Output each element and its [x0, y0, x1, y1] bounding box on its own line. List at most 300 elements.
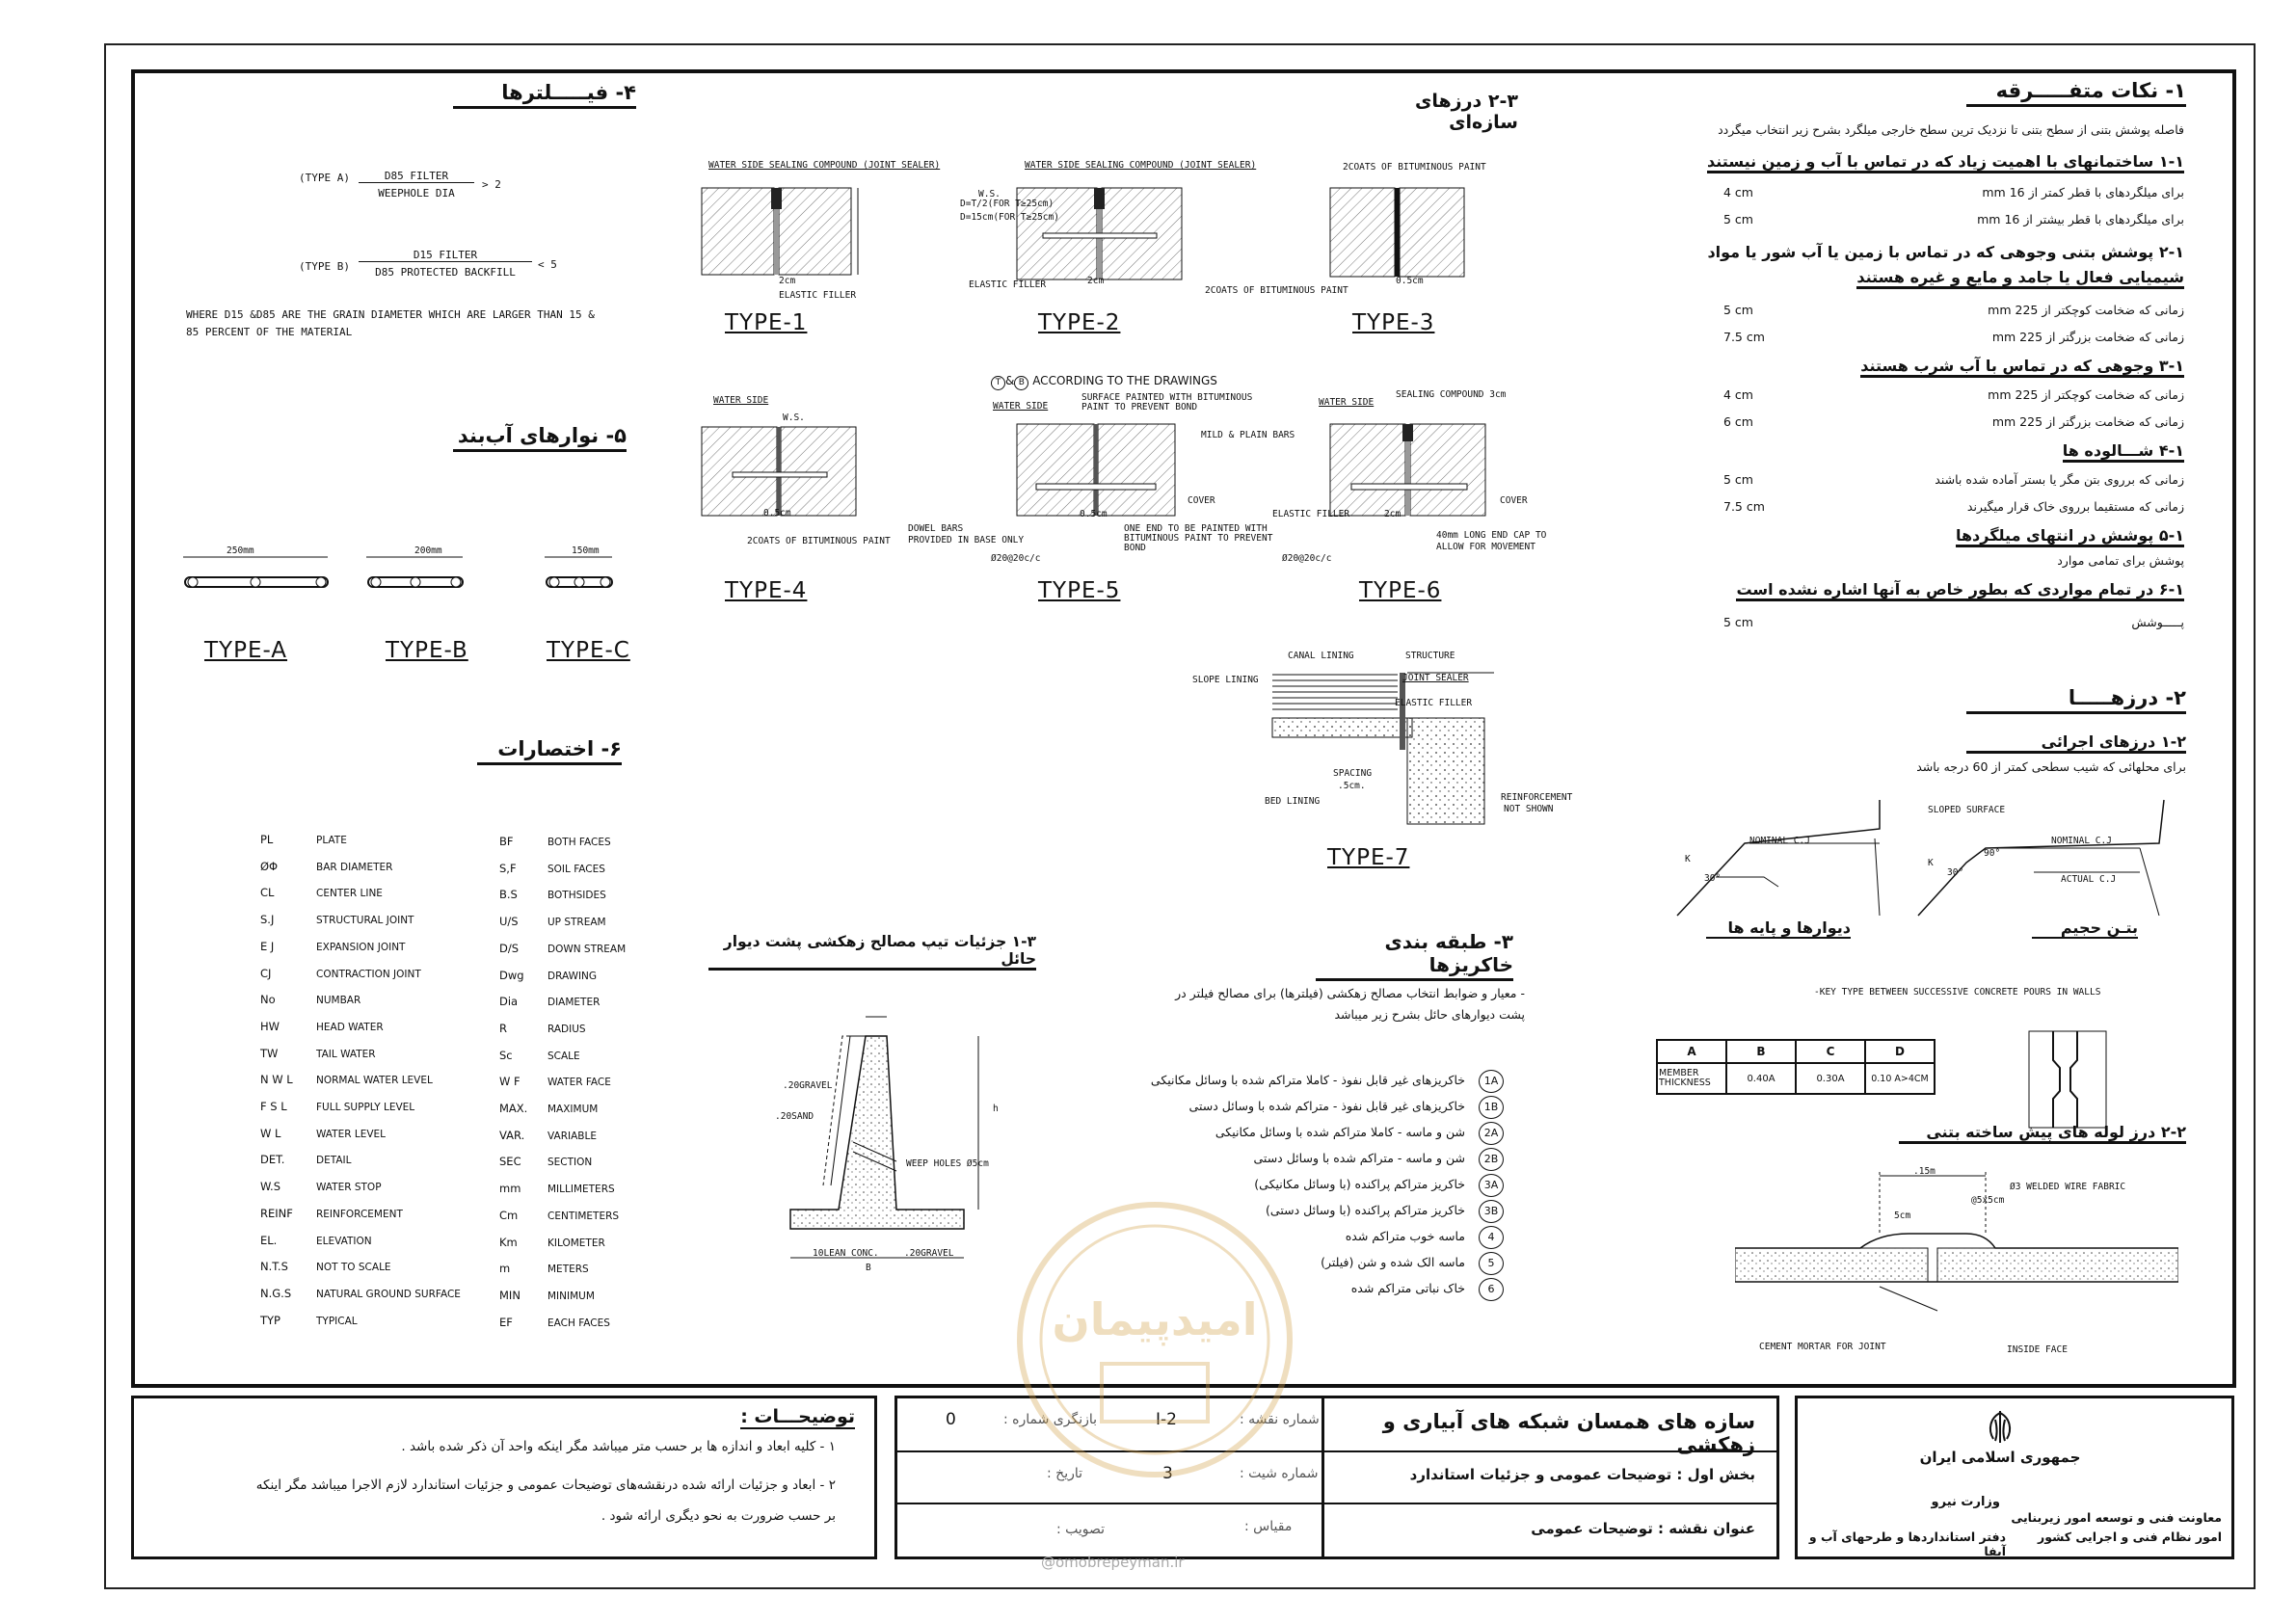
cj-mass-label: بتـن حجیم	[2032, 918, 2138, 939]
abbr-value: CENTIMETERS	[547, 1210, 620, 1222]
abbr-key: S,F	[499, 861, 517, 875]
abbr-key: EL.	[260, 1233, 278, 1247]
type6-cap: 40mm LONG END CAP TO	[1436, 530, 1547, 541]
abbr-row	[499, 862, 605, 875]
key-val-d: 0.10 A>4CM	[1865, 1063, 1935, 1094]
waterstops-section	[453, 424, 627, 452]
abbr-row	[260, 1127, 386, 1140]
type4-ws2: W.S.	[783, 412, 805, 423]
abbr-value: FULL SUPPLY LEVEL	[316, 1102, 415, 1113]
tb-republic: جمهوری اسلامی ایران	[1919, 1449, 2081, 1466]
key-col-c: C	[1796, 1040, 1865, 1063]
abbr-key: Sc	[499, 1048, 513, 1062]
type5-end: ONE END TO BE PAINTED WITH BITUMINOUS PAINT TO PREVENT BOND	[1124, 523, 1273, 553]
notes-s11: ۱-۱ ساختمانهای با اهمیت زیاد که در تماس با آب و زمین نیستند	[1707, 152, 2184, 173]
abbr-row	[260, 1260, 391, 1273]
type6-sealing: SEALING COMPOUND 3cm	[1396, 389, 1507, 400]
notes-box	[131, 1396, 877, 1559]
abbr-value: NUMBAR	[316, 995, 361, 1007]
type7-sealer: JOINT SEALER	[1402, 673, 1469, 683]
type-2-label: TYPE-2	[1038, 310, 1121, 335]
type5-dim: 0.5cm	[1080, 509, 1108, 519]
soil-item-text: خاک نباتی متراکم شده	[1350, 1281, 1465, 1295]
soil-item-text: خاکریزهای غیر قابل نفوذ - کاملا متراکم شده با وسائل مکانیکی	[1150, 1073, 1465, 1087]
key-table-header	[1657, 1040, 1935, 1063]
soil-item	[1108, 1096, 1504, 1119]
type5-b-circle: B	[1014, 376, 1028, 390]
abbr-value: VARIABLE	[547, 1130, 597, 1142]
cover-value: 5 cm	[1723, 303, 1753, 317]
type1-sealer: WATER SIDE SEALING COMPOUND (JOINT SEALER)	[708, 160, 941, 171]
tb-drawing-no-label: شماره نقشه :	[1240, 1412, 1320, 1427]
abbr-key: TW	[260, 1046, 279, 1060]
filter-type-b-prefix: (TYPE B)	[299, 260, 350, 273]
soil-item-text: شن و ماسه - متراکم شده با وسائل دستی	[1253, 1151, 1465, 1165]
soil-item-badge: 6	[1479, 1278, 1504, 1301]
abbr-value: MAXIMUM	[547, 1104, 599, 1115]
type2-d1: D=T/2(FOR T≥25cm)	[960, 199, 1055, 209]
filters-title: ۴- فیـــــلترها	[453, 81, 636, 109]
soil-item	[1108, 1174, 1504, 1197]
abbr-key: S.J	[260, 913, 275, 927]
key-row-label: MEMBER THICKNESS	[1657, 1063, 1726, 1094]
abbr-row	[499, 888, 606, 901]
abbr-value: MINIMUM	[547, 1290, 595, 1302]
type6-spacing: Ø20@20c/c	[1282, 553, 1332, 564]
filter-type-a	[299, 172, 350, 184]
cj-walls-label: دیوارها و پایه ها	[1706, 918, 1851, 939]
abbr-key: Km	[499, 1235, 518, 1249]
retaining-wall-drawing	[761, 998, 1051, 1287]
type7-structure: STRUCTURE	[1405, 651, 1455, 661]
pipe-mesh2: @5x5cm	[1971, 1195, 2005, 1206]
abbr-row	[260, 1073, 433, 1086]
joints2-sub2: ۲-۲ درز لوله های پیش ساخته بتنی	[1899, 1123, 2186, 1144]
abbr-row	[260, 886, 383, 899]
type5-t-circle: T	[991, 376, 1005, 390]
tb-dep3: دفتر استانداردها و طرحهای آب و آبفا	[1808, 1530, 2006, 1558]
type6-ws: WATER SIDE	[1319, 397, 1375, 408]
abbr-value: MILLIMETERS	[547, 1184, 615, 1196]
abbr-row	[499, 1155, 592, 1168]
abbr-row	[260, 1100, 414, 1113]
abbr-value: NOT TO SCALE	[316, 1262, 391, 1274]
abbr-row	[260, 833, 347, 846]
cj-sloped: SLOPED SURFACE	[1928, 805, 2006, 815]
waterstop-c-width: 150mm	[572, 545, 600, 556]
retaining-b: B	[866, 1263, 871, 1273]
abbr-value: DRAWING	[547, 970, 598, 982]
abbr-key: Cm	[499, 1208, 519, 1222]
type5-ws: WATER SIDE	[993, 401, 1049, 412]
abbr-value: PLATE	[316, 835, 347, 846]
type3-bottom: 2COATS OF BITUMINOUS PAINT	[1205, 285, 1348, 296]
soil-item-badge: 5	[1479, 1252, 1504, 1275]
soil-item-text: خاکریزهای غیر قابل نفوذ - متراکم شده با وسائل دستی	[1188, 1099, 1465, 1113]
notes-title: ۱- نکات متفـــــرقه	[1966, 79, 2186, 107]
waterstop-b-drawing	[366, 557, 463, 587]
cj-mass-drawing	[1918, 800, 2164, 916]
cj-k-2: K	[1928, 858, 1934, 868]
retaining-title: ۱-۳ جزئیات تیپ مصالح زهکشی پشت دیوار حائل	[708, 933, 1036, 971]
type2-sealer: WATER SIDE SEALING COMPOUND (JOINT SEALER)	[1025, 160, 1257, 171]
abbr-key: E J	[260, 939, 275, 953]
cover-value: 7.5 cm	[1723, 499, 1765, 514]
pipe-mesh: Ø3 WELDED WIRE FABRIC	[2010, 1182, 2126, 1192]
abbr-title: ۶- اختصارات	[477, 737, 622, 765]
waterstop-b-label: TYPE-B	[386, 638, 468, 663]
abbr-key: mm	[499, 1182, 521, 1196]
tb-dep1: معاونت فنی و توسعه امور زیربنایی	[2011, 1510, 2222, 1525]
abbr-key: HW	[260, 1019, 280, 1033]
soil-item-badge: 4	[1479, 1226, 1504, 1249]
joints2-sub1: ۱-۲ درزهای اجرائی	[1966, 732, 2186, 754]
cover-condition: زمانی که ضخامت بزرگتر از 225 mm	[1991, 330, 2184, 344]
cover-condition: زمانی که مستقیما برروی خاک قرار میگیرند	[1966, 499, 2184, 514]
soil-item-text: شن و ماسه - کاملا متراکم شده با وسائل مکانیکی	[1215, 1125, 1465, 1139]
tb-drawing-no: I-2	[1156, 1410, 1177, 1429]
abbr-key: F S L	[260, 1100, 287, 1113]
abbr-key: CJ	[260, 966, 272, 980]
abbr-key: EF	[499, 1315, 513, 1329]
abbr-row	[260, 1234, 372, 1247]
cover-condition: برای میلگردهای با قطر کمتر از 16 mm	[1982, 185, 2184, 200]
abbr-value: TAIL WATER	[316, 1048, 376, 1060]
retaining-gravel2: .20GRAVEL	[904, 1248, 954, 1259]
cover-value: 5 cm	[1723, 212, 1753, 226]
type7-spacing2: .5cm.	[1338, 781, 1366, 791]
abbr-row	[499, 1049, 580, 1062]
abbr-row	[260, 913, 414, 926]
type-3-label: TYPE-3	[1352, 310, 1435, 335]
key-val-c: 0.30A	[1796, 1063, 1865, 1094]
abbr-row	[499, 915, 606, 928]
abbr-row	[260, 1314, 358, 1327]
abbr-key: MAX.	[499, 1102, 528, 1115]
abbr-row	[499, 1075, 611, 1088]
tb-scale-label: مقیاس :	[1244, 1519, 1293, 1534]
type4-ws: WATER SIDE	[713, 395, 769, 406]
type1-dim: 2cm	[779, 276, 796, 286]
filter-type-b-num: D15 FILTER	[359, 249, 532, 262]
waterstop-a-drawing	[183, 557, 328, 587]
abbr-value: HEAD WATER	[316, 1021, 384, 1033]
tb-drawing-title: عنوان نقشه : توضیحات عمومی	[1531, 1520, 1755, 1537]
abbr-value: TYPICAL	[316, 1315, 358, 1327]
type5-cover: COVER	[1188, 495, 1215, 506]
type6-dim: 2cm	[1384, 509, 1402, 519]
abbr-row	[499, 942, 626, 955]
tb-note-1: ۱ - کلیه ابعاد و اندازه ها بر حسب متر میباشد مگر اینکه واحد آن ذکر شده باشد .	[401, 1439, 836, 1454]
notes-section	[1966, 79, 2186, 107]
watermark-text: @omobrepeyman.ir	[1041, 1554, 1185, 1571]
type6-drawing	[1330, 424, 1485, 516]
abbr-key: W.S	[260, 1180, 281, 1194]
soil-item-badge: 1B	[1479, 1096, 1504, 1119]
type5-base: PROVIDED IN BASE ONLY	[908, 535, 1025, 545]
type6-filler: ELASTIC FILLER	[1272, 509, 1350, 519]
soil-item	[1108, 1070, 1504, 1093]
abbr-key: No	[260, 993, 276, 1007]
abbr-row	[260, 993, 360, 1006]
soil-item-text: خاکریز متراکم پراکنده (با وسائل مکانیکی)	[1254, 1177, 1465, 1191]
notes-s13: ۳-۱ وجوهی که در تماس با آب شرب هستند	[1860, 357, 2184, 378]
svg-text:امیدپیمان: امیدپیمان	[1052, 1293, 1258, 1345]
type5-paint: SURFACE PAINTED WITH BITUMINOUS PAINT TO PREVENT BOND	[1081, 392, 1253, 412]
tb-ministry: وزارت نیرو	[1931, 1495, 2000, 1509]
retaining-section	[708, 933, 1036, 971]
type7-reinf: REINFORCEMENT	[1501, 792, 1573, 803]
type-4-label: TYPE-4	[725, 578, 808, 603]
cover-value: 6 cm	[1723, 414, 1753, 429]
filter-note-2: 85 PERCENT OF THE MATERIAL	[186, 326, 353, 338]
notes-s12: ۲-۱ پوشش بتنی وجوهی که در تماس با زمین یا آب شور یا مواد	[1707, 243, 2184, 261]
waterstop-a-label: TYPE-A	[204, 638, 288, 663]
type-6-label: TYPE-6	[1359, 578, 1442, 603]
type6-cover: COVER	[1500, 495, 1528, 506]
abbr-value: REINFORCEMENT	[316, 1208, 403, 1220]
cj-nominal-1: NOMINAL C.J	[1749, 836, 1810, 846]
cj-walls-drawing	[1677, 800, 1880, 916]
abbr-key: N W L	[260, 1073, 293, 1087]
key-table	[1656, 1039, 1936, 1095]
joints-section	[1364, 91, 1518, 133]
key-val-b: 0.40A	[1726, 1063, 1796, 1094]
abbr-value: SCALE	[547, 1050, 580, 1062]
filter-type-a-den: WEEPHOLE DIA	[378, 187, 455, 200]
cj-k-1: K	[1685, 854, 1691, 865]
type3-dim: 0.5cm	[1396, 276, 1424, 286]
abbr-row	[260, 940, 405, 953]
filter-type-b-rel: < 5	[538, 258, 557, 271]
abbr-value: NORMAL WATER LEVEL	[316, 1075, 433, 1087]
type-1-label: TYPE-1	[725, 310, 808, 335]
cover-condition: زمانی که ضخامت کوچکتر از 225 mm	[1988, 303, 2184, 317]
cover-value: 5 cm	[1723, 472, 1753, 487]
abbr-value: BOTHSIDES	[547, 890, 606, 902]
soil-item-text: خاکریز متراکم پراکنده (با وسائل دستی)	[1266, 1203, 1465, 1217]
joints2-sub1-note: برای محلهائی که شیب سطحی کمتر از 60 درجه باشد	[1916, 759, 2186, 774]
abbr-row	[260, 967, 421, 980]
soil-item-badge: 1A	[1479, 1070, 1504, 1093]
abbr-row	[260, 1020, 384, 1033]
type-7-label: TYPE-7	[1327, 845, 1410, 870]
type7-drawing	[1243, 655, 1590, 848]
abbr-value: RADIUS	[547, 1023, 586, 1035]
abbr-key: PL	[260, 833, 274, 846]
abbr-key: MIN	[499, 1288, 521, 1302]
pipe-joint-drawing	[1735, 1166, 2178, 1359]
type5-dowel: DOWEL BARS	[908, 523, 964, 534]
type4-note: 2COATS OF BITUMINOUS PAINT	[747, 536, 891, 546]
type2-dim: 2cm	[1087, 276, 1105, 286]
watermark-logo	[1010, 1195, 1299, 1484]
cover-condition: زمانی که ضخامت کوچکتر از 225 mm	[1988, 387, 2184, 402]
abbr-value: WATER FACE	[547, 1077, 611, 1089]
key-detail-drawing	[2000, 1022, 2125, 1137]
type7-canal: CANAL LINING	[1288, 651, 1354, 661]
tb-notes-title: توضیحـــات :	[740, 1406, 855, 1427]
construction-joint-drawing	[1658, 790, 2178, 935]
tb-revision-label: بازنگری شماره :	[1003, 1412, 1098, 1427]
type7-filler: ELASTIC FILLER	[1395, 698, 1473, 708]
tb-part: بخش اول : توضیحات عمومی و جزئیات استاندارد	[1409, 1466, 1755, 1483]
key-col-d: D	[1865, 1040, 1935, 1063]
pipe-mortar: CEMENT MORTAR FOR JOINT	[1759, 1342, 1886, 1352]
abbr-row	[260, 1180, 382, 1193]
key-table-row	[1657, 1063, 1935, 1094]
tb-hline-4	[1324, 1503, 1776, 1504]
cover-value: 4 cm	[1723, 185, 1753, 200]
cj-deg-1: 30°	[1704, 873, 1722, 884]
waterstop-a-width: 250mm	[227, 545, 254, 556]
tb-note-2: ۲ - ابعاد و جزئیات ارائه شده درنقشه‌های توضیحات عمومی و جزئیات استاندارد لازم الاجرا میباشد مگر اینکه	[255, 1477, 836, 1493]
type2-ws: W.S.	[978, 189, 1001, 200]
waterstops-title: ۵- نوارهای آب‌بند	[453, 424, 627, 452]
abbr-row	[260, 1153, 351, 1166]
abbr-key: m	[499, 1262, 511, 1276]
type6-cap2: ALLOW FOR MOVEMENT	[1436, 542, 1535, 552]
cover-condition: برای میلگردهای با قطر بیشتر از 16 mm	[1977, 212, 2184, 226]
abbr-value: ELEVATION	[316, 1235, 372, 1247]
type5-spacing: Ø20@20c/c	[991, 553, 1041, 564]
abbr-value: CONTRACTION JOINT	[316, 968, 421, 980]
abbr-row	[499, 1209, 619, 1222]
abbr-row	[499, 969, 597, 982]
authority-box	[1795, 1396, 2234, 1559]
filter-type-a-prefix: (TYPE A)	[299, 172, 350, 184]
waterstop-c-drawing	[545, 557, 612, 587]
soil-item-badge: 2B	[1479, 1148, 1504, 1171]
abbr-value: SECTION	[547, 1157, 593, 1169]
waterstop-c-label: TYPE-C	[547, 638, 630, 663]
abbr-value: NATURAL GROUND SURFACE	[316, 1288, 461, 1300]
abbr-value: BOTH FACES	[547, 837, 611, 848]
abbr-value: SOIL FACES	[547, 863, 605, 875]
type7-reinf2: NOT SHOWN	[1504, 804, 1554, 814]
abbr-key: ØΦ	[260, 859, 279, 873]
notes-s16: ۶-۱ در تمام مواردی که بطور خاص به آنها اشاره نشده است	[1736, 580, 2184, 601]
abbr-row	[499, 1182, 615, 1195]
abbr-key: U/S	[499, 915, 519, 929]
abbr-key: TYP	[260, 1313, 280, 1327]
abbr-row	[260, 1047, 376, 1060]
tb-dep2: امور نظام فنی و اجرایی کشور	[2038, 1530, 2222, 1544]
abbr-value: EACH FACES	[547, 1317, 610, 1329]
type7-spacing: SPACING	[1333, 768, 1373, 779]
cover-value: 7.5 cm	[1723, 330, 1765, 344]
soil-item-badge: 2A	[1479, 1122, 1504, 1145]
cj-deg90: 90°	[1984, 848, 2001, 859]
retaining-sand: .20SAND	[775, 1111, 814, 1122]
soil-section	[1316, 930, 1513, 981]
abbr-row	[499, 995, 600, 1008]
joints2-section	[1966, 686, 2186, 714]
retaining-weep: WEEP HOLES Ø5cm	[906, 1158, 989, 1169]
soil-item-badge: 3A	[1479, 1174, 1504, 1197]
cover-condition: پوشش برای تمامی موارد	[2057, 553, 2184, 568]
filters-section	[453, 81, 636, 109]
soil-item	[1108, 1122, 1504, 1145]
filter-type-a-rel: > 2	[482, 178, 501, 191]
abbr-key: R	[499, 1021, 507, 1035]
tb-main-title: سازه های همسان شبکه های آبیاری و زهکشی	[1382, 1410, 1755, 1456]
abbr-row	[499, 1236, 605, 1249]
type5-bars: MILD & PLAIN BARS	[1201, 430, 1295, 440]
type5-drawing	[1017, 424, 1175, 516]
cover-value: 5 cm	[1723, 615, 1753, 629]
abbr-key: B.S	[499, 888, 518, 902]
abbr-row	[499, 1262, 589, 1275]
pipe-15m: .15m	[1913, 1166, 1936, 1177]
abbr-key: SEC	[499, 1155, 521, 1169]
type3-drawing	[1330, 188, 1464, 277]
abbr-value: WATER LEVEL	[316, 1128, 387, 1140]
type2-filler: ELASTIC FILLER	[969, 279, 1047, 290]
abbr-key: N.G.S	[260, 1286, 292, 1300]
notes-s14: ۴-۱ شـــالوده ها	[2063, 441, 2184, 463]
abbr-value: DETAIL	[316, 1155, 352, 1167]
soil-title: ۳- طبقه بندی خاکریزها	[1316, 930, 1513, 981]
type7-bed: BED LINING	[1265, 796, 1321, 807]
type1-drawing	[702, 188, 858, 275]
abbr-value: EXPANSION JOINT	[316, 941, 406, 953]
key-col-b: B	[1726, 1040, 1796, 1063]
cover-condition: زمانی که برروی بتن مگر یا بستر آماده شده باشند	[1935, 472, 2184, 487]
cover-condition: زمانی که ضخامت بزرگتر از 225 mm	[1991, 414, 2184, 429]
abbr-value: CENTER LINE	[316, 888, 383, 900]
abbr-value: STRUCTURAL JOINT	[316, 915, 414, 927]
abbr-row	[499, 1316, 610, 1329]
type3-top: 2COATS OF BITUMINOUS PAINT	[1343, 162, 1486, 173]
filter-note-1: WHERE D15 &D85 ARE THE GRAIN DIAMETER WHICH ARE LARGER THAN 15 &	[186, 308, 595, 321]
abbr-value: DOWN STREAM	[547, 943, 627, 955]
abbr-key: Dia	[499, 995, 519, 1009]
notes-s12b: شیمیایی فعال یا جامد و مایع و غیره هستند	[1856, 268, 2184, 289]
type7-slope: SLOPE LINING	[1192, 675, 1259, 685]
abbr-key: DET.	[260, 1153, 285, 1167]
abbr-row	[260, 1287, 461, 1300]
type5-head-row: T & B ACCORDING TO THE DRAWINGS	[991, 374, 1217, 390]
abbr-key: CL	[260, 886, 275, 900]
abbr-key: D/S	[499, 941, 520, 955]
soil-item-badge: 3B	[1479, 1200, 1504, 1223]
tb-sheet: 3	[1162, 1464, 1173, 1483]
soil-item	[1108, 1148, 1504, 1171]
cj-deg-2: 30°	[1947, 867, 1964, 878]
iran-emblem-icon	[1976, 1408, 2024, 1447]
cover-value: 4 cm	[1723, 387, 1753, 402]
filter-type-b-den: D85 PROTECTED BACKFILL	[375, 266, 516, 279]
tb-date-label: تاریخ :	[1047, 1466, 1083, 1481]
abbr-row	[499, 1102, 598, 1115]
retaining-h: h	[993, 1104, 999, 1114]
retaining-gravel: .20GRAVEL	[783, 1080, 833, 1091]
abbr-value: BAR DIAMETER	[316, 861, 393, 873]
abbr-key: W F	[499, 1075, 521, 1089]
abbr-value: UP STREAM	[547, 917, 606, 929]
abbr-row	[499, 1289, 595, 1302]
abbr-row	[260, 1207, 403, 1220]
abbr-row	[260, 860, 392, 873]
abbr-value: DIAMETER	[547, 997, 601, 1009]
abbr-row	[499, 1022, 586, 1035]
abbr-row	[499, 835, 611, 848]
abbr-key: REINF	[260, 1206, 293, 1220]
abbr-key: VAR.	[499, 1128, 525, 1142]
tb-split	[1322, 1398, 1324, 1556]
type5-head: ACCORDING TO THE DRAWINGS	[1032, 374, 1217, 387]
